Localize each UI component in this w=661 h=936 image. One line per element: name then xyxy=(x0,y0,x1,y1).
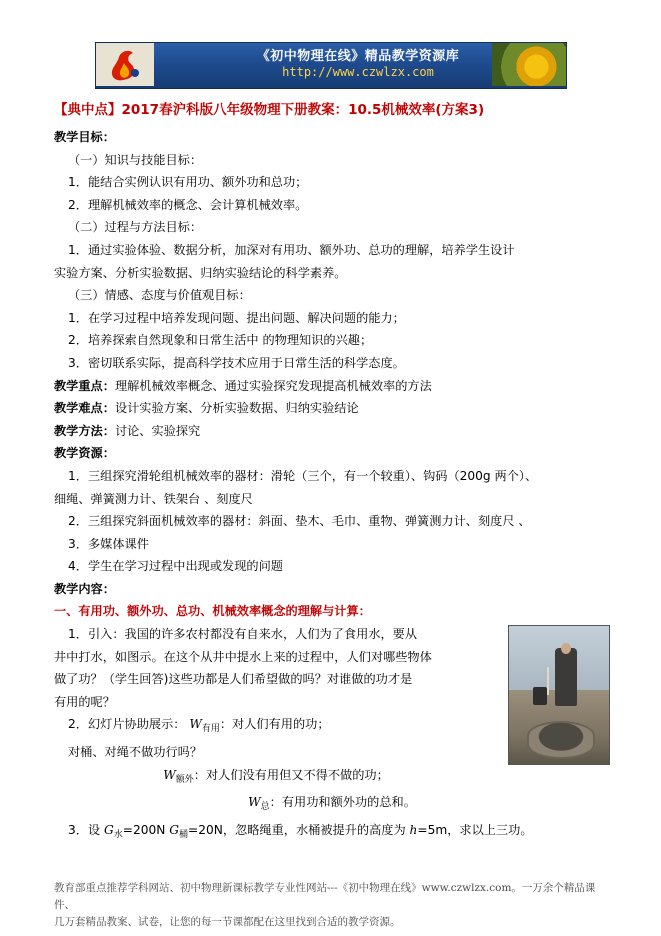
slide-show-text: 2．幻灯片协助展示： xyxy=(68,717,186,732)
teaching-method-label: 教学方法： xyxy=(54,423,115,438)
teaching-resources-label: 教学资源： xyxy=(54,446,115,461)
intro-line-2: 井中打水，如图示。在这个从井中提水上来的过程中，人们对哪些物体 xyxy=(54,649,432,664)
goal-attitude-2: 2．培养探索自然现象和日常生活中 的物理知识的兴趣； xyxy=(68,333,373,348)
banner-url[interactable]: http://www.czwlzx.com xyxy=(282,65,434,79)
total-work-symbol: W xyxy=(248,795,261,810)
banner-title: 《初中物理在线》精品教学资源库 xyxy=(256,49,460,64)
goal-knowledge-heading: （一）知识与技能目标： xyxy=(68,152,203,167)
exercise-prefix: 3．设 xyxy=(68,822,105,837)
useful-work-subscript: 有用 xyxy=(201,724,220,735)
section-heading-one: 一、有用功、额外功、总功、机械效率概念的理解与计算： xyxy=(54,604,371,619)
intro-line-3: 做了功？（学生回答)这些功都是人们希望做的吗？对谁做的功才是 xyxy=(54,672,413,687)
extra-work-line xyxy=(54,764,610,792)
question-line: 对桶、对绳不做功行吗？ xyxy=(68,745,203,760)
teaching-focus-label: 教学重点： xyxy=(54,378,115,393)
teaching-method-text: 讨论、实验探究 xyxy=(114,423,201,438)
site-banner xyxy=(95,42,567,89)
exercise-line xyxy=(54,819,610,847)
extra-work-subscript: 额外 xyxy=(175,774,194,785)
useful-work-text: ：对人们有用的功； xyxy=(219,717,330,732)
g-bucket-symbol: G xyxy=(169,822,179,837)
intro-line-4: 有用的呢？ xyxy=(54,694,115,709)
goal-attitude-1: 1．在学习过程中培养发现问题、提出问题、解决问题的能力； xyxy=(68,310,405,325)
goal-attitude-3: 3．密切联系实际，提高科学技术应用于日常生活的科学态度。 xyxy=(68,355,405,370)
goal-knowledge-2: 2．理解机械效率的概念、会计算机械效率。 xyxy=(68,197,308,212)
teaching-goals-label: 教学目标： xyxy=(54,130,115,144)
footer-line-1: 教育部重点推荐学科网站、初中物理新课标教学专业性网站---《初中物理在线》www.czwlzx.com。一万余个精品课件、 xyxy=(54,882,596,911)
total-work-line xyxy=(54,791,610,819)
teaching-difficulty-row xyxy=(54,397,610,420)
height-value: =5m，求以上三功。 xyxy=(417,822,533,837)
intro-line-1: 1．引入：我国的许多农村都没有自来水，人们为了食用水，要从 xyxy=(68,627,418,642)
g-water-value: =200N xyxy=(122,822,170,837)
resource-line-2: 细绳、弹簧测力计、铁架台 、刻度尺 xyxy=(54,491,253,506)
g-water-subscript: 水 xyxy=(113,829,123,840)
well-water-lifting-photo xyxy=(508,625,610,765)
resource-line-1: 1．三组探究滑轮组机械效率的器材：滑轮（三个，有一个较重）、钩码（200g 两个）、 xyxy=(68,468,538,483)
sunflower-icon xyxy=(492,43,566,86)
teaching-focus-row xyxy=(54,375,610,398)
g-bucket-value: =20N，忽略绳重，水桶被提升的高度为 xyxy=(188,822,410,837)
page-title: 【典中点】2017春沪科版八年级物理下册教案：10.5机械效率(方案3) xyxy=(54,102,485,118)
resource-line-5: 4．学生在学习过程中出现或发现的问题 xyxy=(68,559,283,574)
teaching-difficulty-text: 设计实验方案、分析实验数据、归纳实验结论 xyxy=(114,401,359,416)
document-body xyxy=(54,126,610,846)
page-footer xyxy=(54,880,614,931)
teaching-method-row xyxy=(54,420,610,443)
extra-work-symbol: W xyxy=(163,767,176,782)
total-work-subscript: 总 xyxy=(260,802,270,813)
teaching-content-label: 教学内容： xyxy=(54,581,115,596)
teaching-focus-text: 理解机械效率概念、通过实验探究发现提高机械效率的方法 xyxy=(114,378,432,393)
footer-line-2: 几万套精品教案、试卷，让您的每一节课都配在这里找到合适的教学资源。 xyxy=(54,916,401,928)
resource-line-4: 3．多媒体课件 xyxy=(68,536,149,551)
g-water-symbol: G xyxy=(104,822,114,837)
goal-attitude-heading: （三）情感、态度与价值观目标： xyxy=(68,288,251,303)
resource-line-3: 2．三组探究斜面机械效率的器材：斜面、垫木、毛巾、重物、弹簧测力计、刻度尺 、 xyxy=(68,514,531,529)
goal-process-1b: 实验方案、分析实验数据、归纳实验结论的科学素养。 xyxy=(54,265,347,280)
goal-knowledge-1: 1．能结合实例认识有用功、额外功和总功； xyxy=(68,175,308,190)
flame-logo-icon xyxy=(96,43,154,86)
height-symbol: h xyxy=(409,822,418,837)
g-bucket-subscript: 桶 xyxy=(179,829,189,840)
extra-work-text: ：对人们没有用但又不得不做的功； xyxy=(193,767,389,782)
goal-process-1a: 1．通过实验体验、数据分析，加深对有用功、额外功、总功的理解，培养学生设计 xyxy=(68,242,515,257)
teaching-difficulty-label: 教学难点： xyxy=(54,401,115,416)
total-work-text: ：有用功和额外功的总和。 xyxy=(269,795,416,810)
useful-work-symbol: W xyxy=(189,717,202,732)
goal-process-heading: （二）过程与方法目标： xyxy=(68,220,203,235)
